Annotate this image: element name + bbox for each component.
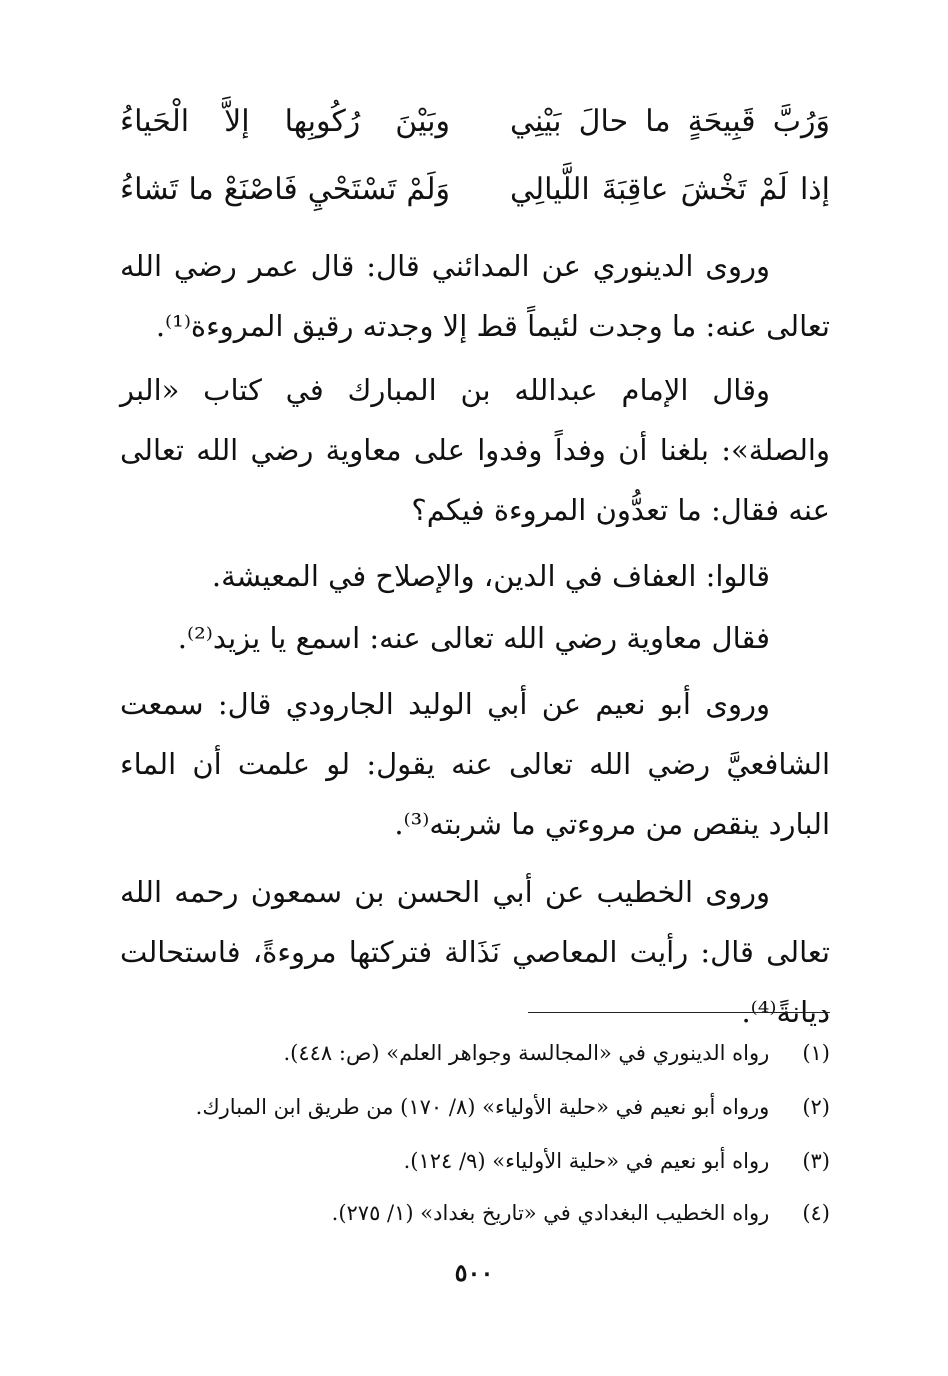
footnote-number: (٤) bbox=[802, 1201, 830, 1225]
footnote bbox=[120, 1084, 830, 1130]
body-paragraph: وقال الإمام عبدالله بن المبارك في كتاب «البر والصلة»: بلغنا أن وفداً وفدوا على معاوية رضي الله تعالى عنه فقال: ما تعدُّون المروءة فيكم؟ bbox=[120, 373, 830, 527]
verse-second-hemistich: وبَيْنَ رُكُوبِها إلاَّ الْحَياءُ bbox=[120, 104, 450, 139]
body-paragraph: وروى الخطيب عن أبي الحسن بن سمعون رحمه الله تعالى قال: رأيت المعاصي نَذَالة فتركتها مروءةً، فاستحالت ديانةً⁽⁴⁾. bbox=[120, 875, 830, 1029]
body-paragraph: وروى الدينوري عن المدائني قال: قال عمر رضي الله تعالى عنه: ما وجدت لئيماً قط إلا وجدته رقيق المروءة⁽¹⁾. bbox=[120, 249, 830, 343]
footnote bbox=[120, 1138, 830, 1184]
page-number: ٥٠٠ bbox=[454, 1258, 494, 1287]
poem-verse bbox=[120, 92, 830, 152]
body-paragraph: قالوا: العفاف في الدين، والإصلاح في المعيشة. bbox=[211, 559, 770, 593]
footnote-number: (١) bbox=[802, 1041, 830, 1065]
footnote-text: رواه الدينوري في «المجالسة وجواهر العلم» (ص: ٤٤٨). bbox=[283, 1041, 770, 1065]
body-paragraph: فقال معاوية رضي الله تعالى عنه: اسمع يا يزيد⁽²⁾. bbox=[177, 621, 770, 655]
footnote-text: ورواه أبو نعيم في «حلية الأولياء» (٨/ ١٧٠) من طريق ابن المبارك. bbox=[195, 1095, 770, 1119]
footnote-number: (٢) bbox=[802, 1095, 830, 1119]
footnote bbox=[120, 1190, 830, 1236]
verse-first-hemistich: إذا لَمْ تَخْشَ عاقِبَةَ اللَّيالِي bbox=[510, 172, 830, 207]
body-paragraph: وروى أبو نعيم عن أبي الوليد الجارودي قال: سمعت الشافعيَّ رضي الله تعالى عنه يقول: لو علمت أن الماء البارد ينقص من مروءتي ما شربته⁽³⁾. bbox=[120, 687, 830, 841]
footnote-number: (٣) bbox=[802, 1149, 830, 1173]
footnote-text: رواه أبو نعيم في «حلية الأولياء» (٩/ ١٢٤). bbox=[403, 1149, 770, 1173]
footnote bbox=[120, 1030, 830, 1076]
footnote-text: رواه الخطيب البغدادي في «تاريخ بغداد» (١/ ٢٧٥). bbox=[331, 1201, 770, 1225]
verse-first-hemistich: وَرُبَّ قَبِيحَةٍ ما حالَ بَيْنِي bbox=[510, 104, 830, 139]
verse-second-hemistich: وَلَمْ تَسْتَحْيِ فَاصْنَعْ ما تَشاءُ bbox=[120, 172, 450, 207]
poem-verse bbox=[120, 160, 830, 220]
footnote-separator bbox=[528, 1012, 830, 1013]
